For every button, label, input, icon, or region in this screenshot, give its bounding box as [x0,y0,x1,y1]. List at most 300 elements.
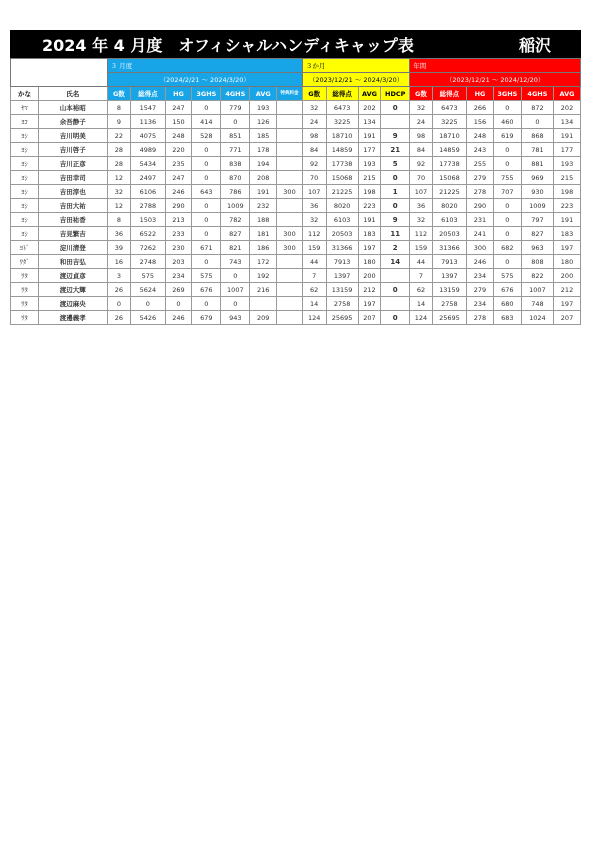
hdcp-cell: 2 [381,241,410,255]
name-cell: 吉川啓子 [38,143,107,157]
three-month-cell: 2758 [326,297,358,311]
annual-cell: 183 [554,227,581,241]
annual-cell: 212 [554,283,581,297]
three-month-cell: 207 [358,311,381,325]
three-month-cell: 32 [302,101,326,115]
monthly-cell: 186 [250,241,277,255]
annual-cell: 1024 [521,311,553,325]
monthly-cell: 2497 [131,171,165,185]
monthly-cell: 203 [165,255,192,269]
annual-cell: 808 [521,255,553,269]
monthly-cell: 671 [192,241,221,255]
three-month-cell: 6473 [326,101,358,115]
hdcp-cell: 14 [381,255,410,269]
annual-cell: 14 [410,297,433,311]
monthly-cell: 786 [221,185,250,199]
hdcp-cell: 0 [381,283,410,297]
annual-cell: 234 [467,297,494,311]
annual-cell: 134 [554,115,581,129]
monthly-cell: 851 [221,129,250,143]
monthly-cell: 269 [165,283,192,297]
monthly-cell: 782 [221,213,250,227]
monthly-cell: 4075 [131,129,165,143]
hdcp-cell: 1 [381,185,410,199]
header-kana: かな [11,87,39,101]
annual-cell: 279 [467,171,494,185]
three-month-cell: 183 [358,227,381,241]
header-monthly-2: HG [165,87,192,101]
three-month-cell: 212 [358,283,381,297]
three-month-cell: 18710 [326,129,358,143]
annual-cell: 32 [410,213,433,227]
three-month-cell: 215 [358,171,381,185]
annual-cell: 1007 [521,283,553,297]
table-row [11,171,581,185]
kana-cell: ﾖｼ [11,185,39,199]
monthly-section-label: ３ 月度 [107,59,302,73]
kana-cell: ﾜﾀ [11,311,39,325]
monthly-cell: 234 [165,269,192,283]
annual-cell: 676 [493,283,521,297]
annual-cell: 193 [554,157,581,171]
three-month-cell: 134 [358,115,381,129]
monthly-cell: 0 [107,297,131,311]
three-month-cell: 13159 [326,283,358,297]
annual-cell: 84 [410,143,433,157]
monthly-cell: 193 [250,101,277,115]
monthly-cell [277,255,303,269]
table-row [11,157,581,171]
annual-cell: 92 [410,157,433,171]
monthly-cell: 2748 [131,255,165,269]
annual-cell: 70 [410,171,433,185]
monthly-cell: 0 [192,227,221,241]
annual-cell: 234 [467,269,494,283]
three-month-cell: 7913 [326,255,358,269]
header-three-month-3: HDCP [381,87,410,101]
annual-cell: 707 [493,185,521,199]
name-cell: 吉田淳也 [38,185,107,199]
monthly-cell: 5434 [131,157,165,171]
monthly-cell [277,297,303,311]
name-cell: 余吾静子 [38,115,107,129]
annual-cell: 156 [467,115,494,129]
annual-cell: 13159 [432,283,466,297]
hdcp-cell [381,297,410,311]
monthly-cell: 188 [250,213,277,227]
monthly-cell: 191 [250,185,277,199]
table-row [11,101,581,115]
three-month-cell: 197 [358,297,381,311]
name-cell: 吉田大祐 [38,199,107,213]
annual-cell: 202 [554,101,581,115]
annual-cell: 278 [467,311,494,325]
monthly-cell: 528 [192,129,221,143]
hdcp-cell: 5 [381,157,410,171]
page-title: 2024 年 4 月度 オフィシャルハンディキャップ表 [42,35,414,55]
three-month-cell: 20503 [326,227,358,241]
annual-cell: 680 [493,297,521,311]
three-month-cell: 8020 [326,199,358,213]
name-cell: 吉田幸司 [38,171,107,185]
monthly-cell: 178 [250,143,277,157]
three-month-cell: 14 [302,297,326,311]
annual-cell: 7 [410,269,433,283]
table-row [11,311,581,325]
table-row [11,143,581,157]
hdcp-cell: 21 [381,143,410,157]
hdcp-cell: 0 [381,311,410,325]
monthly-cell: 0 [221,297,250,311]
annual-cell: 44 [410,255,433,269]
monthly-cell: 32 [107,185,131,199]
monthly-cell: 821 [221,241,250,255]
monthly-cell: 0 [221,115,250,129]
monthly-cell: 300 [277,241,303,255]
monthly-cell [277,199,303,213]
monthly-cell: 4989 [131,143,165,157]
annual-cell: 748 [521,297,553,311]
three-month-cell: 180 [358,255,381,269]
annual-cell: 1397 [432,269,466,283]
monthly-cell [277,143,303,157]
three-month-cell: 14859 [326,143,358,157]
three-month-cell: 31366 [326,241,358,255]
column-header-row [11,87,581,101]
three-month-cell: 197 [358,241,381,255]
monthly-cell: 0 [192,143,221,157]
monthly-cell: 0 [192,297,221,311]
three-month-cell: 25695 [326,311,358,325]
monthly-cell [277,157,303,171]
header-annual-0: G数 [410,87,433,101]
annual-cell: 872 [521,101,553,115]
name-cell: 吉川正彦 [38,157,107,171]
header-annual-5: AVG [554,87,581,101]
monthly-cell: 771 [221,143,250,157]
annual-cell: 290 [467,199,494,213]
name-cell: 吉川明美 [38,129,107,143]
monthly-cell: 0 [192,213,221,227]
annual-cell: 32 [410,101,433,115]
hdcp-cell: 0 [381,199,410,213]
monthly-cell: 2788 [131,199,165,213]
annual-cell: 246 [467,255,494,269]
annual-cell: 930 [521,185,553,199]
monthly-cell: 8 [107,213,131,227]
section-label-row [11,59,581,73]
table-row [11,227,581,241]
name-cell: 山本裕昭 [38,101,107,115]
monthly-cell: 194 [250,157,277,171]
name-cell: 吉田祐香 [38,213,107,227]
monthly-cell: 235 [165,157,192,171]
monthly-cell: 181 [250,227,277,241]
three-month-period: （2023/12/21 ～ 2024/3/20） [302,73,409,87]
annual-cell: 969 [521,171,553,185]
hdcp-cell: 9 [381,129,410,143]
annual-cell: 18710 [432,129,466,143]
monthly-cell [277,171,303,185]
annual-cell: 36 [410,199,433,213]
annual-cell: 14859 [432,143,466,157]
table-row [11,283,581,297]
table-row [11,255,581,269]
kana-cell: ﾖｺ [11,115,39,129]
three-month-cell: 202 [358,101,381,115]
annual-cell: 20503 [432,227,466,241]
monthly-cell: 150 [165,115,192,129]
annual-cell: 223 [554,199,581,213]
kana-cell: ﾜﾀ [11,269,39,283]
monthly-cell: 220 [165,143,192,157]
monthly-cell: 300 [277,185,303,199]
monthly-cell: 1503 [131,213,165,227]
annual-cell: 827 [521,227,553,241]
monthly-cell [277,269,303,283]
monthly-cell: 0 [165,297,192,311]
annual-cell: 0 [493,143,521,157]
three-month-cell: 36 [302,199,326,213]
three-month-cell: 24 [302,115,326,129]
annual-cell: 62 [410,283,433,297]
monthly-cell: 8 [107,101,131,115]
name-cell: 渡辺貞彦 [38,269,107,283]
annual-cell: 21225 [432,185,466,199]
three-month-cell: 112 [302,227,326,241]
monthly-cell: 6106 [131,185,165,199]
location-label: 稲沢 [518,35,551,55]
annual-cell: 868 [521,129,553,143]
monthly-cell [277,311,303,325]
name-cell: 渡辺麻央 [38,297,107,311]
header-monthly-4: 4GHS [221,87,250,101]
annual-cell: 248 [467,129,494,143]
kana-cell: ﾖﾄﾞ [11,241,39,255]
monthly-cell: 209 [250,311,277,325]
monthly-cell: 1007 [221,283,250,297]
monthly-cell: 208 [250,171,277,185]
annual-cell: 25695 [432,311,466,325]
hdcp-cell [381,115,410,129]
monthly-cell: 26 [107,311,131,325]
annual-cell: 797 [521,213,553,227]
name-cell: 淀川清登 [38,241,107,255]
monthly-cell: 1136 [131,115,165,129]
monthly-cell: 5624 [131,283,165,297]
three-month-cell: 124 [302,311,326,325]
three-month-cell: 200 [358,269,381,283]
kana-cell: ﾖｼ [11,157,39,171]
kana-cell: ﾖｼ [11,199,39,213]
annual-cell: 3225 [432,115,466,129]
annual-cell: 0 [493,101,521,115]
monthly-cell: 185 [250,129,277,143]
kana-cell: ﾔﾏ [11,101,39,115]
annual-cell: 0 [493,199,521,213]
annual-cell: 197 [554,297,581,311]
annual-cell: 575 [493,269,521,283]
three-month-section-label: ３か月 [302,59,409,73]
annual-cell: 124 [410,311,433,325]
annual-cell: 243 [467,143,494,157]
table-row [11,115,581,129]
annual-cell: 107 [410,185,433,199]
hdcp-cell: 0 [381,171,410,185]
annual-cell: 200 [554,269,581,283]
annual-cell: 8020 [432,199,466,213]
annual-cell: 7913 [432,255,466,269]
header-annual-2: HG [467,87,494,101]
monthly-cell: 12 [107,199,131,213]
kana-cell: ﾜﾀﾞ [11,255,39,269]
three-month-cell: 191 [358,129,381,143]
monthly-cell [277,129,303,143]
monthly-cell: 300 [277,227,303,241]
title-bar [10,30,581,58]
annual-cell: 15068 [432,171,466,185]
annual-cell: 17738 [432,157,466,171]
annual-cell: 0 [521,115,553,129]
header-three-month-1: 総得点 [326,87,358,101]
monthly-cell: 643 [192,185,221,199]
monthly-period: （2024/2/21 ～ 2024/3/20） [107,73,302,87]
annual-cell: 207 [554,311,581,325]
name-cell: 和田吉弘 [38,255,107,269]
three-month-cell: 3225 [326,115,358,129]
monthly-cell: 230 [165,241,192,255]
three-month-cell: 15068 [326,171,358,185]
header-name: 氏名 [38,87,107,101]
header-monthly-6: 特典料金 [277,87,303,101]
table-row [11,241,581,255]
three-month-cell: 191 [358,213,381,227]
monthly-cell: 9 [107,115,131,129]
monthly-cell: 679 [192,311,221,325]
annual-cell: 0 [493,227,521,241]
name-cell: 吉見繁吉 [38,227,107,241]
annual-cell: 755 [493,171,521,185]
three-month-cell: 6103 [326,213,358,227]
annual-cell: 300 [467,241,494,255]
three-month-cell: 159 [302,241,326,255]
annual-cell: 963 [521,241,553,255]
monthly-cell: 233 [165,227,192,241]
annual-cell: 255 [467,157,494,171]
annual-period: （2023/12/21 ～ 2024/12/20） [410,73,581,87]
monthly-cell: 575 [131,269,165,283]
three-month-cell: 62 [302,283,326,297]
monthly-cell: 126 [250,115,277,129]
monthly-cell: 248 [165,129,192,143]
annual-cell: 191 [554,129,581,143]
monthly-cell: 172 [250,255,277,269]
monthly-cell: 39 [107,241,131,255]
monthly-cell [277,101,303,115]
monthly-cell: 870 [221,171,250,185]
header-annual-1: 総得点 [432,87,466,101]
handicap-sheet [10,30,581,325]
annual-cell: 278 [467,185,494,199]
table-row [11,199,581,213]
monthly-cell [250,297,277,311]
annual-cell: 279 [467,283,494,297]
annual-cell: 683 [493,311,521,325]
monthly-cell: 26 [107,283,131,297]
annual-cell: 98 [410,129,433,143]
annual-cell: 231 [467,213,494,227]
monthly-cell: 247 [165,171,192,185]
three-month-cell: 177 [358,143,381,157]
annual-cell: 6473 [432,101,466,115]
three-month-cell: 7 [302,269,326,283]
header-monthly-3: 3GHS [192,87,221,101]
annual-cell: 1009 [521,199,553,213]
three-month-cell: 198 [358,185,381,199]
three-month-cell: 32 [302,213,326,227]
monthly-cell: 28 [107,143,131,157]
monthly-cell: 0 [192,199,221,213]
monthly-cell: 676 [192,283,221,297]
blank-header-cell [11,59,108,87]
table-row [11,129,581,143]
monthly-cell: 1009 [221,199,250,213]
annual-cell: 215 [554,171,581,185]
monthly-cell: 1547 [131,101,165,115]
kana-cell: ﾖｼ [11,129,39,143]
monthly-cell: 575 [192,269,221,283]
three-month-cell: 70 [302,171,326,185]
three-month-cell: 193 [358,157,381,171]
kana-cell: ﾖｼ [11,213,39,227]
annual-cell: 180 [554,255,581,269]
annual-cell: 266 [467,101,494,115]
monthly-cell: 232 [250,199,277,213]
monthly-cell [277,115,303,129]
annual-cell: 241 [467,227,494,241]
three-month-cell: 1397 [326,269,358,283]
monthly-cell: 16 [107,255,131,269]
monthly-cell: 779 [221,101,250,115]
header-monthly-5: AVG [250,87,277,101]
kana-cell: ﾜﾀ [11,283,39,297]
three-month-cell: 98 [302,129,326,143]
monthly-cell: 290 [165,199,192,213]
monthly-cell: 6522 [131,227,165,241]
monthly-cell: 0 [192,157,221,171]
monthly-cell: 247 [165,101,192,115]
table-row [11,213,581,227]
three-month-cell: 44 [302,255,326,269]
annual-cell: 0 [493,157,521,171]
table-row [11,297,581,311]
annual-cell: 781 [521,143,553,157]
annual-cell: 31366 [432,241,466,255]
monthly-cell: 216 [250,283,277,297]
monthly-cell: 0 [192,255,221,269]
table-row [11,269,581,283]
handicap-table [10,58,581,325]
header-monthly-0: G数 [107,87,131,101]
three-month-cell: 223 [358,199,381,213]
annual-cell: 198 [554,185,581,199]
monthly-cell: 743 [221,255,250,269]
header-annual-3: 3GHS [493,87,521,101]
three-month-cell: 21225 [326,185,358,199]
annual-cell: 881 [521,157,553,171]
table-row [11,185,581,199]
monthly-cell: 3 [107,269,131,283]
